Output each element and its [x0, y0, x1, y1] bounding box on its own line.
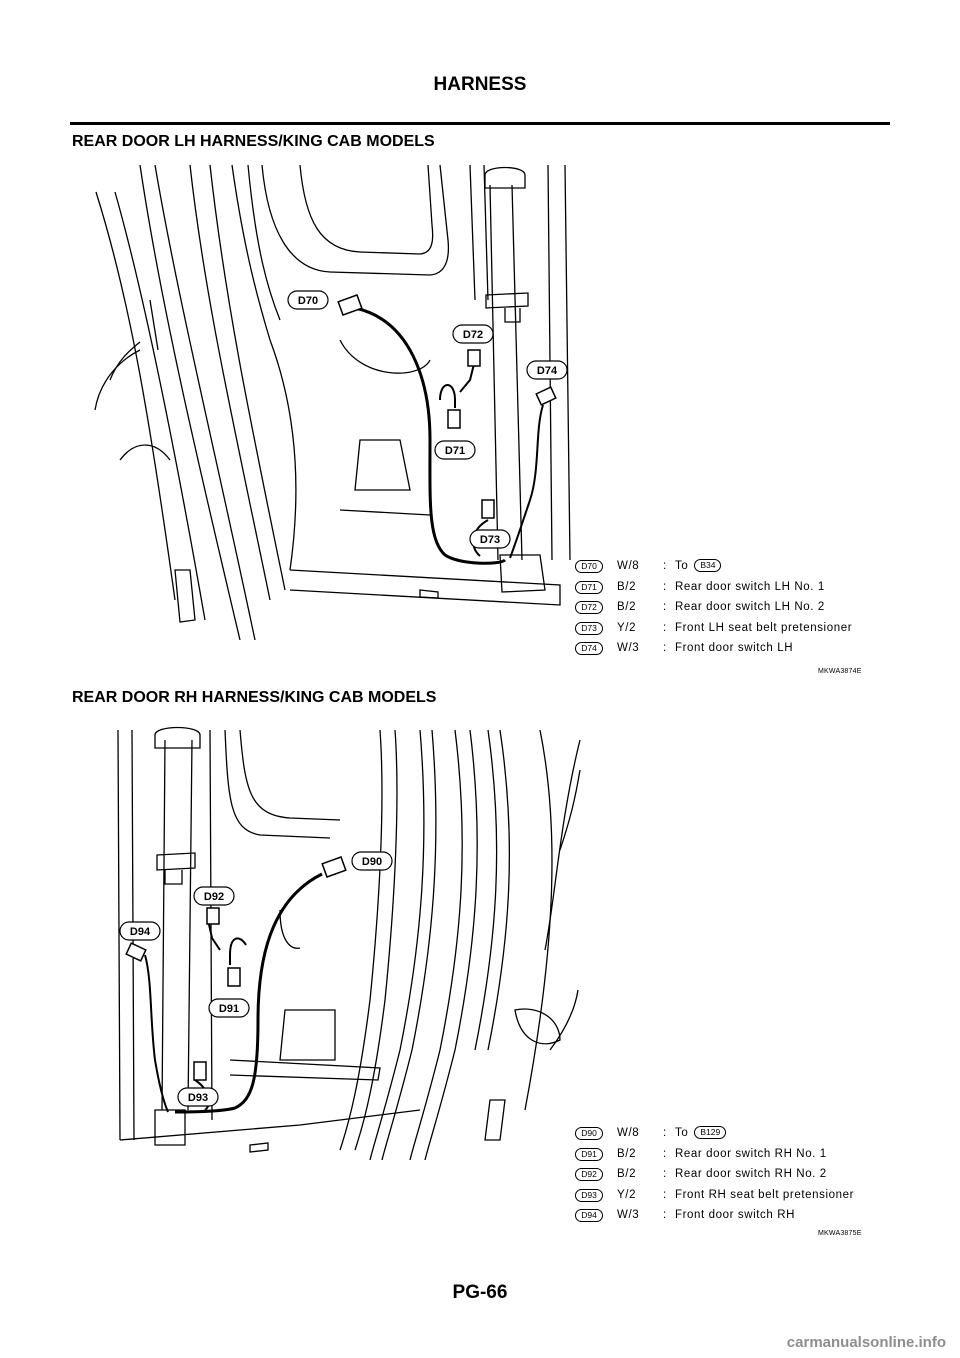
separator: : — [663, 1168, 667, 1180]
section-title-lh: REAR DOOR LH HARNESS/KING CAB MODELS — [72, 133, 435, 150]
legend-description: Front door switch RH — [675, 1209, 796, 1221]
wire-spec: B/2 — [617, 1147, 637, 1160]
legend-row — [575, 1144, 905, 1165]
rh-callout-d94: D94 — [129, 926, 151, 938]
lh-callout-d72: D72 — [462, 329, 484, 341]
legend-row — [575, 618, 905, 639]
lh-connector-legend — [575, 556, 905, 659]
page-number: PG-66 — [452, 1282, 508, 1303]
connector-badge: D72 — [575, 601, 603, 614]
legend-row — [575, 1164, 905, 1185]
connector-badge: D94 — [575, 1209, 603, 1222]
legend-description: To B34 — [675, 556, 721, 576]
connector-badge: D73 — [575, 622, 603, 635]
rh-callout-d93: D93 — [187, 1092, 209, 1104]
separator: : — [663, 580, 667, 593]
connector-badge: D70 — [575, 560, 603, 573]
wire-spec: Y/2 — [617, 621, 637, 634]
connector-badge: D90 — [575, 1127, 603, 1140]
separator: : — [663, 1188, 667, 1201]
connector-badge: D92 — [575, 1168, 603, 1181]
lh-callouts — [288, 291, 567, 548]
connector-badge: D71 — [575, 581, 603, 594]
legend-description: To B129 — [675, 1123, 726, 1143]
connector-badge: D93 — [575, 1189, 603, 1202]
rh-callout-d90: D90 — [361, 856, 383, 868]
separator: : — [663, 601, 667, 613]
lh-callout-d74: D74 — [536, 365, 558, 377]
wire-spec: W/3 — [617, 642, 640, 654]
legend-row — [575, 577, 905, 598]
lh-callout-d73: D73 — [479, 534, 501, 546]
figure-reference-lh: MKWA3874E — [818, 668, 862, 675]
wire-spec: B/2 — [617, 580, 637, 593]
wire-spec: W/3 — [617, 1209, 640, 1221]
lh-harness-wire — [355, 308, 543, 563]
legend-row — [575, 556, 905, 577]
separator: : — [663, 621, 667, 634]
legend-description: Front LH seat belt pretensioner — [675, 621, 853, 634]
figure-reference-rh: MKWA3875E — [818, 1230, 862, 1237]
watermark: carmanualsonline.info — [786, 1334, 946, 1351]
legend-description: Rear door switch LH No. 1 — [675, 580, 825, 593]
legend-description: Rear door switch RH No. 1 — [675, 1147, 827, 1160]
lh-seat-belt — [485, 168, 545, 593]
header-rule — [70, 122, 890, 125]
legend-description: Rear door switch LH No. 2 — [675, 601, 825, 613]
lh-callout-d70: D70 — [297, 295, 319, 307]
legend-row — [575, 1123, 905, 1144]
lh-body-outline — [95, 165, 570, 640]
legend-row — [575, 1205, 905, 1226]
legend-row — [575, 638, 905, 659]
legend-row — [575, 597, 905, 618]
wire-spec: W/8 — [617, 1127, 640, 1139]
rh-seat-belt — [155, 728, 200, 1146]
separator: : — [663, 1147, 667, 1160]
wire-spec: Y/2 — [617, 1188, 637, 1201]
separator: : — [663, 560, 667, 572]
rh-callout-d91: D91 — [218, 1003, 240, 1015]
page-header: HARNESS — [433, 74, 527, 95]
legend-description: Rear door switch RH No. 2 — [675, 1168, 827, 1180]
wire-spec: W/8 — [617, 560, 640, 572]
separator: : — [663, 1209, 667, 1221]
separator: : — [663, 1127, 667, 1139]
section-title-rh: REAR DOOR RH HARNESS/KING CAB MODELS — [72, 689, 437, 706]
rh-connectors — [126, 857, 346, 1080]
rh-harness-wire — [145, 874, 322, 1112]
connector-ref-badge: B34 — [694, 559, 721, 572]
wire-spec: B/2 — [617, 601, 637, 613]
lh-connectors — [338, 295, 556, 518]
legend-description: Front door switch LH — [675, 642, 794, 654]
connector-badge: D74 — [575, 642, 603, 655]
lh-callout-d71: D71 — [444, 445, 466, 457]
legend-description: Front RH seat belt pretensioner — [675, 1188, 855, 1201]
connector-badge: D91 — [575, 1148, 603, 1161]
legend-row — [575, 1185, 905, 1206]
connector-ref-badge: B129 — [694, 1126, 726, 1139]
separator: : — [663, 642, 667, 654]
rh-callout-d92: D92 — [203, 891, 225, 903]
rh-connector-legend — [575, 1123, 905, 1226]
wire-spec: B/2 — [617, 1168, 637, 1180]
